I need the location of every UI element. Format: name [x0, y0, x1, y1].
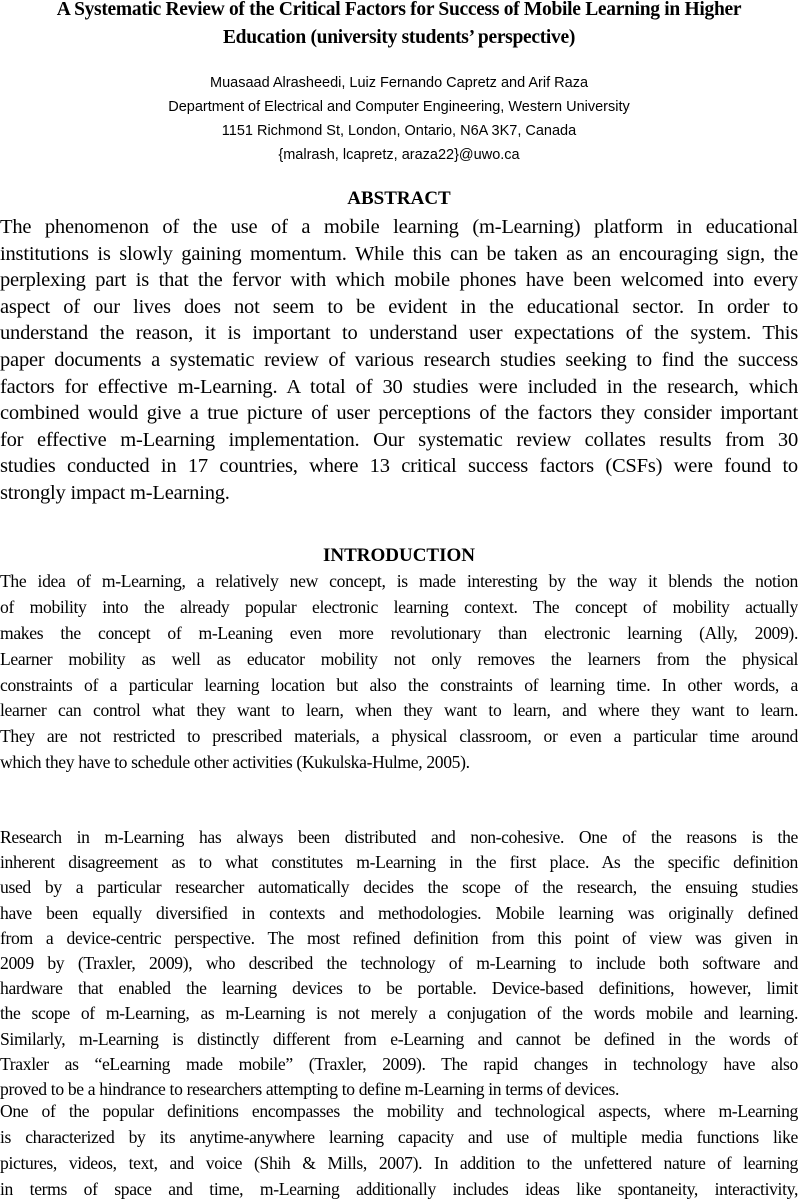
text-line: have been equally diversified in contexts and methodologies. Mobile learning was originally defined	[0, 902, 798, 923]
author-emails: {malrash, lcapretz, araza22}@uwo.ca	[278, 147, 520, 163]
intro-paragraph-2	[0, 825, 798, 1102]
text-line: factors for effective m-Learning. A total of 30 studies were included in the research, which	[0, 375, 798, 398]
paper-title	[0, 0, 798, 52]
text-line: in terms of space and time, m-Learning additionally includes ideas like spontaneity, interactivity,	[0, 1178, 798, 1199]
title-line: Education (university students’ perspective)	[222, 27, 576, 48]
text-line: pictures, videos, text, and voice (Shih & Mills, 2007). In addition to the unfettered nature of learning	[0, 1152, 798, 1173]
text-line: institutions is slowly gaining momentum. While this can be taken as an encouraging sign, the	[0, 242, 798, 265]
author-address: 1151 Richmond St, London, Ontario, N6A 3K7, Canada	[221, 123, 577, 139]
abstract-heading: ABSTRACT	[347, 188, 451, 209]
text-line: The idea of m-Learning, a relatively new concept, is made interesting by the way it blends the notion	[0, 571, 798, 591]
text-line: perplexing part is that the fervor with which mobile phones have been welcomed into every	[0, 269, 798, 292]
text-line: proved to be a hindrance to researchers attempting to define m-Learning in terms of devices.	[0, 1078, 620, 1099]
author-names: Muasaad Alrasheedi, Luiz Fernando Capretz and Arif Raza	[209, 75, 589, 91]
text-line: They are not restricted to prescribed materials, a physical classroom, or even a particular time around	[0, 726, 798, 747]
text-line: used by a particular researcher automatically decides the scope of the research, the ensuing studies	[0, 877, 798, 898]
text-line: the scope of m-Learning, as m-Learning is not merely a conjugation of the words mobile and learning.	[0, 1003, 798, 1024]
text-line: aspect of our lives does not seem to be evident in the educational sector. In order to	[0, 295, 798, 318]
text-line: from a device-centric perspective. The most refined definition from this point of view was given in	[0, 927, 798, 948]
text-line: Similarly, m-Learning is distinctly different from e-Learning and cannot be defined in the words of	[0, 1028, 798, 1049]
text-line: understand the reason, it is important to understand user expectations of the system. This	[0, 322, 798, 345]
text-line: is characterized by its anytime-anywhere learning capacity and use of multiple media functions like	[0, 1126, 798, 1147]
text-line: for effective m-Learning implementation. Our systematic review collates results from 30	[0, 428, 798, 451]
text-line: of mobility into the already popular electronic learning context. The concept of mobility actually	[0, 596, 798, 617]
title-line: A Systematic Review of the Critical Factors for Success of Mobile Learning in Higher	[56, 0, 742, 20]
abstract-body	[0, 214, 798, 507]
text-line: The phenomenon of the use of a mobile learning (m-Learning) platform in educational	[0, 216, 798, 238]
text-line: strongly impact m-Learning.	[0, 481, 230, 504]
text-line: learner can control what they want to learn, when they want to learn, and where they want to learn.	[0, 700, 798, 721]
text-line: hardware that enabled the learning devices to be portable. Device-based definitions, however, limit	[0, 978, 798, 999]
text-line: Research in m-Learning has always been distributed and non-cohesive. One of the reasons is the	[0, 827, 798, 847]
author-block	[0, 71, 798, 167]
author-department: Department of Electrical and Computer Engineering, Western University	[168, 99, 630, 115]
text-line: One of the popular definitions encompasses the mobility and technological aspects, where m-Learning	[0, 1101, 798, 1121]
text-line: which they have to schedule other activities (Kukulska-Hulme, 2005).	[0, 752, 470, 773]
intro-paragraph-3	[0, 1099, 798, 1203]
text-line: paper documents a systematic review of various research studies seeking to find the success	[0, 348, 798, 371]
intro-paragraph-1	[0, 569, 798, 776]
text-line: inherent disagreement as to what constitutes m-Learning in the first place. As the specific definition	[0, 852, 798, 873]
text-line: 2009 by (Traxler, 2009), who described the technology of m-Learning to include both software and	[0, 952, 798, 973]
text-line: constraints of a particular learning location but also the constraints of learning time. In other words, a	[0, 674, 798, 695]
text-line: studies conducted in 17 countries, where 13 critical success factors (CSFs) were found to	[0, 455, 798, 478]
text-line: Learner mobility as well as educator mobility not only removes the learners from the physical	[0, 648, 798, 669]
text-line: makes the concept of m-Leaning even more revolutionary than electronic learning (Ally, 2009).	[0, 622, 798, 643]
introduction-heading: INTRODUCTION	[322, 545, 476, 566]
text-line: combined would give a true picture of user perceptions of the factors they consider important	[0, 402, 798, 425]
text-line: Traxler as “eLearning made mobile” (Traxler, 2009). The rapid changes in technology have also	[0, 1053, 798, 1074]
